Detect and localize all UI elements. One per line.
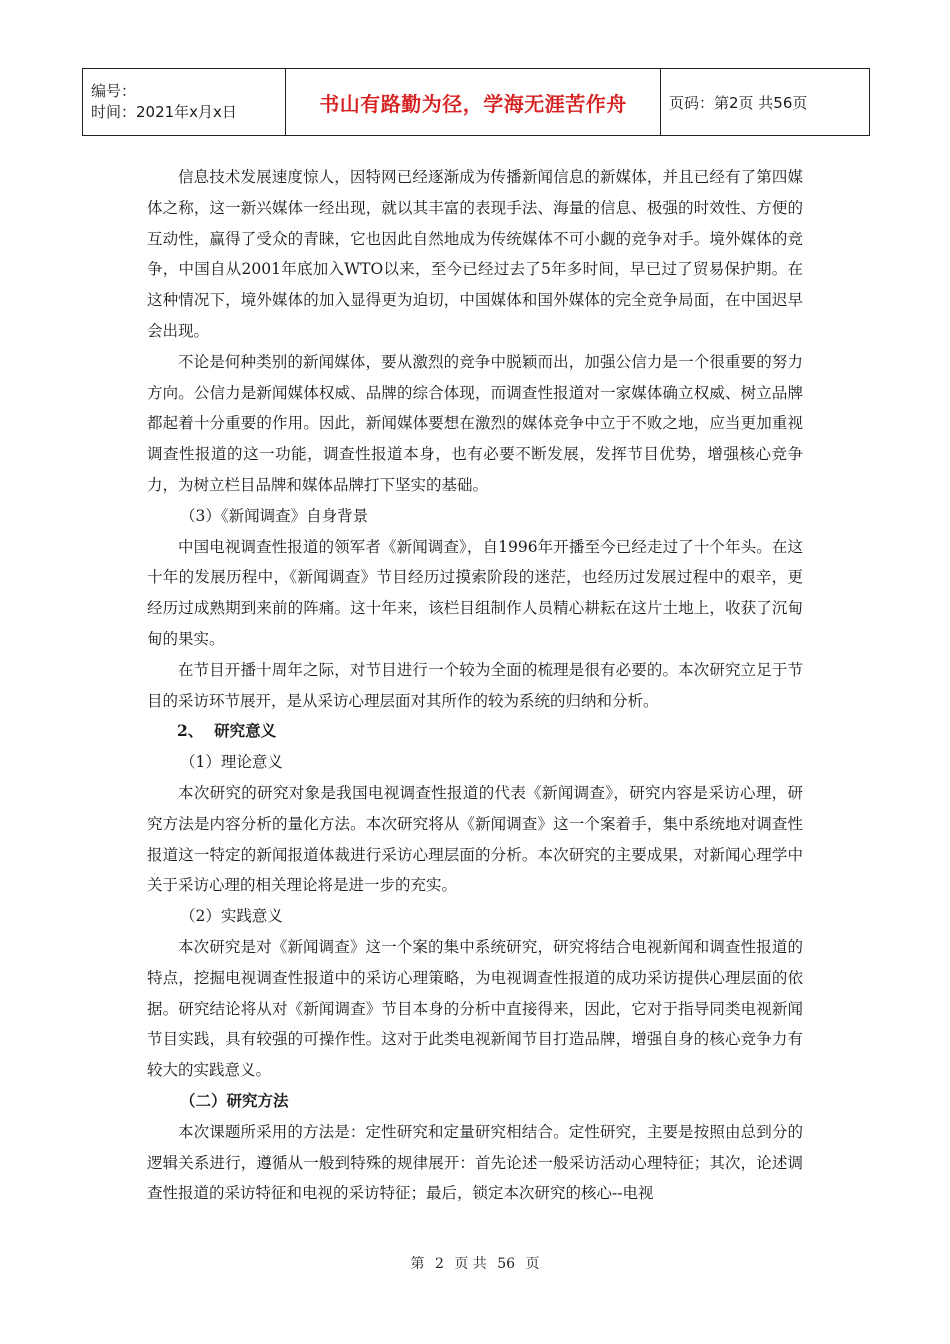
subheading: （3）《新闻调查》自身背景 <box>180 506 369 525</box>
page-footer <box>0 1253 950 1273</box>
footer-page-number: 2 <box>434 1256 444 1272</box>
paragraph: 本次课题所采用的方法是：定性研究和定量研究相结合。定性研究，主要是按照由总到分的逻辑关系进行，遵循从一般到特殊的规律展开：首先论述一般采访活动心理特征；其次，论述调查性报道的采访特征和电视的采访特征；最后，锁定本次研究的核心--电视 <box>147 1122 803 1203</box>
section-heading: （二）研究方法 <box>180 1090 289 1110</box>
document-header <box>82 68 870 136</box>
paragraph: 在节目开播十周年之际，对节目进行一个较为全面的梳理是很有必要的。本次研究立足于节目的采访环节展开，是从采访心理层面对其所作的较为系统的归纳和分析。 <box>147 660 803 710</box>
footer-suffix: 页 <box>525 1256 540 1272</box>
paragraph: 本次研究是对《新闻调查》这一个案的集中系统研究，研究将结合电视新闻和调查性报道的特点，挖掘电视调查性报道中的采访心理策略，为电视调查性报道的成功采访提供心理层面的依据。研究结论将从对《新闻调查》节目本身的分析中直接得来，因此，它对于指导同类电视新闻节目实践，具有较强的可操作性。这对于此类电视新闻节目打造品牌，增强自身的核心竞争力有较大的实践意义。 <box>147 937 803 1080</box>
subheading: （1）理论意义 <box>180 753 283 772</box>
header-number-label: 编号： <box>91 82 137 100</box>
paragraph: 信息技术发展速度惊人，因特网已经逐渐成为传播新闻信息的新媒体，并且已经有了第四媒体之称，这一新兴媒体一经出现，就以其丰富的表现手法、海量的信息、极强的时效性、方便的互动性，赢得了受众的青睐，它也因此自然地成为传统媒体不可小觑的竞争对手。境外媒体的竞争，中国自从2001年底加入WTO以来，至今已经过去了5年多时间，早已过了贸易保护期。在这种情况下，境外媒体的加入显得更为迫切，中国媒体和国外媒体的完全竞争局面，在中国迟早会出现。 <box>147 168 803 340</box>
footer-mid: 页 共 <box>454 1256 487 1272</box>
footer-prefix: 第 <box>410 1256 425 1272</box>
header-motto: 书山有路勤为径，学海无涯苦作舟 <box>286 69 661 136</box>
header-page-info: 页码：第2页 共56页 <box>661 69 870 136</box>
paragraph: 不论是何种类别的新闻媒体，要从激烈的竞争中脱颖而出，加强公信力是一个很重要的努力方向。公信力是新闻媒体权威、品牌的综合体现，而调查性报道对一家媒体确立权威、树立品牌都起着十分重要的作用。因此，新闻媒体要想在激烈的媒体竞争中立于不败之地，应当更加重视调查性报道的这一功能，调查性报道本身，也有必要不断发展，发挥节目优势，增强核心竞争力，为树立栏目品牌和媒体品牌打下坚实的基础。 <box>147 352 803 494</box>
header-meta-cell <box>83 69 286 136</box>
footer-total-pages: 56 <box>497 1256 516 1272</box>
subheading: （2）实践意义 <box>180 907 283 926</box>
paragraph: 本次研究的研究对象是我国电视调查性报道的代表《新闻调查》，研究内容是采访心理，研究方法是内容分析的量化方法。本次研究将从《新闻调查》这一个案着手，集中系统地对调查性报道这一特定的新闻报道体裁进行采访心理层面的分析。本次研究的主要成果，对新闻心理学中关于采访心理的相关理论将是进一步的充实。 <box>147 783 803 895</box>
paragraph: 中国电视调查性报道的领军者《新闻调查》，自1996年开播至今已经走过了十个年头。在这十年的发展历程中，《新闻调查》节目经历过摸索阶段的迷茫，也经历过发展过程中的艰辛，更经历过成熟期到来前的阵痛。这十年来，该栏目组制作人员精心耕耘在这片土地上，收获了沉甸甸的果实。 <box>147 537 803 648</box>
section-heading: 2、 研究意义 <box>177 721 277 741</box>
header-time-label: 时间：2021年x月x日 <box>91 103 237 121</box>
document-body <box>147 162 803 1209</box>
